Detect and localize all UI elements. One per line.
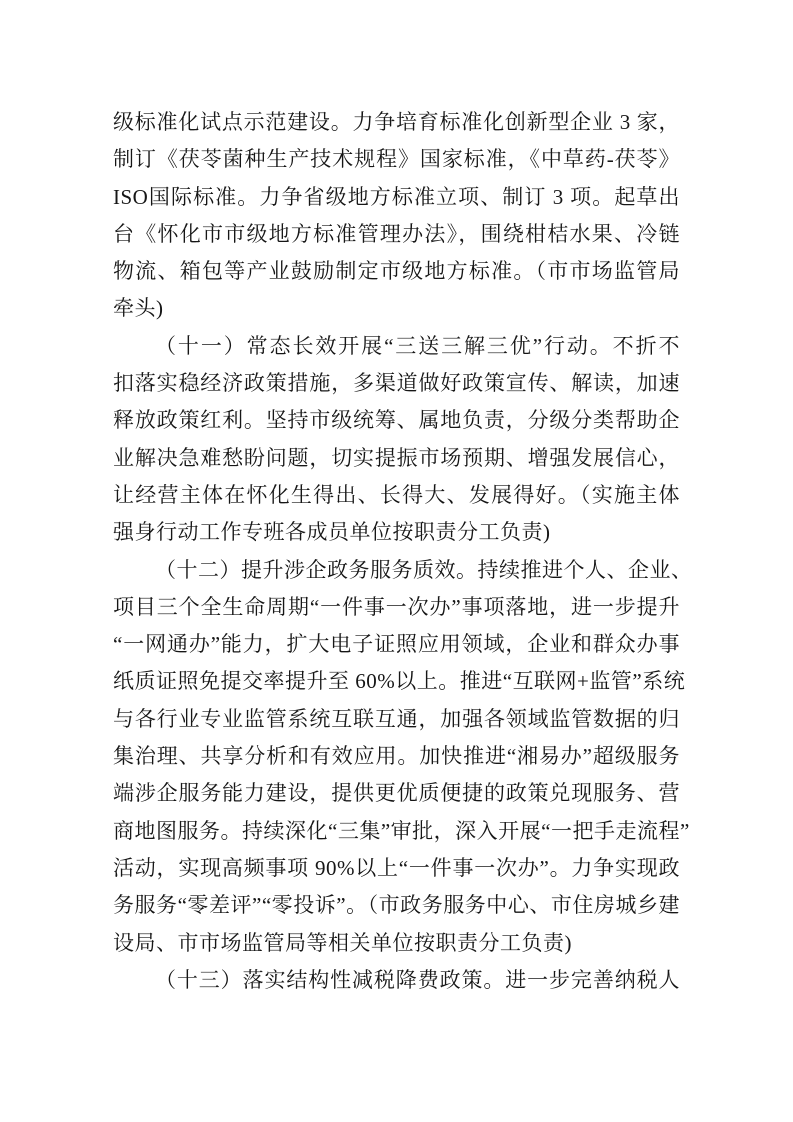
text-line: 级标准化试点示范建设。力争培育标准化创新型企业 3 家， — [113, 110, 680, 134]
text-line: （十二）提升涉企政务服务质效。持续推进个人、企业、 — [155, 557, 693, 582]
text-line: 释放政策红利。坚持市级统筹、属地负责，分级分类帮助企 — [113, 408, 680, 433]
document-body — [113, 104, 693, 999]
text-line: 业解决急难愁盼问题，切实提振市场预期、增强发展信心， — [113, 445, 680, 470]
text-line: 纸质证照免提交率提升至 60%以上。推进“互联网+监管”系统 — [113, 669, 686, 694]
text-line: 端涉企服务能力建设，提供更优质便捷的政策兑现服务、营 — [113, 781, 680, 806]
text-line: 活动，实现高频事项 90%以上“一件事一次办”。力争实现政 — [113, 855, 680, 880]
text-line: （十三）落实结构性减税降费政策。进一步完善纳税人 — [155, 967, 680, 992]
text-line: 牵头) — [113, 296, 164, 321]
paragraph-clause-13 — [113, 962, 680, 999]
text-line: 商地图服务。持续深化“三集”审批，深入开展“一把手走流程” — [113, 818, 690, 843]
paragraph-clause-12 — [113, 552, 693, 962]
text-line: 务服务“零差评”“零投诉”。（市政务服务中心、市住房城乡建 — [113, 893, 680, 918]
text-line: 设局、市市场监管局等相关单位按职责分工负责) — [113, 930, 572, 955]
text-line: 让经营主体在怀化生得出、长得大、发展得好。（实施主体 — [113, 482, 680, 507]
text-line: 项目三个全生命周期“一件事一次办”事项落地，进一步提升 — [113, 594, 680, 619]
paragraph-clause-11 — [113, 328, 680, 552]
text-line: 集治理、共享分析和有效应用。加快推进“湘易办”超级服务 — [113, 744, 680, 769]
text-line: 物流、箱包等产业鼓励制定市级地方标准。（市市场监管局 — [113, 259, 680, 284]
text-line: 台《怀化市市级地方标准管理办法》，围绕柑桔水果、冷链 — [113, 221, 680, 246]
text-line: 制订《茯苓菌种生产技术规程》国家标准，《中草药-茯苓》 — [113, 147, 680, 172]
paragraph-standards-continuation — [113, 104, 680, 328]
text-line: ISO国际标准。力争省级地方标准立项、制订 3 项。起草出 — [113, 184, 680, 209]
text-line: 强身行动工作专班各成员单位按职责分工负责) — [113, 520, 551, 545]
text-line: “一网通办”能力，扩大电子证照应用领域，企业和群众办事 — [113, 632, 680, 657]
text-line: （十一）常态长效开展“三送三解三优”行动。不折不 — [155, 333, 680, 358]
text-line: 与各行业专业监管系统互联互通，加强各领域监管数据的归 — [113, 706, 680, 731]
text-line: 扣落实稳经济政策措施，多渠道做好政策宣传、解读，加速 — [113, 371, 680, 396]
